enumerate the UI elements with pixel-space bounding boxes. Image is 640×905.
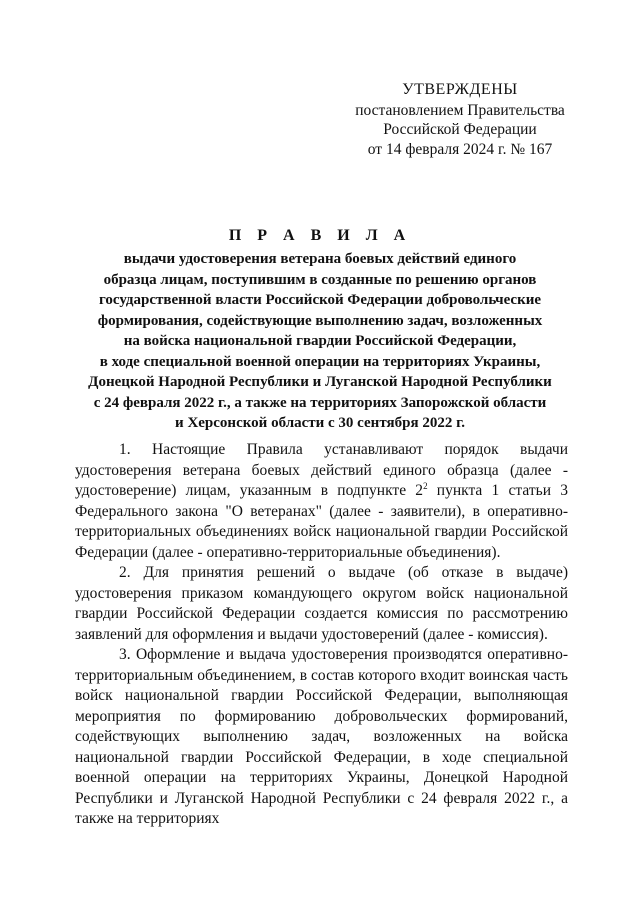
approval-line: от 14 февраля 2024 г. № 167 [367, 140, 553, 158]
subtitle-line: образца лицам, поступившим в созданные по решению органов [103, 271, 537, 288]
document-subtitle [60, 249, 580, 434]
paragraph-3: 3. Оформление и выдача удостоверения производятся оперативно-территориальным объединением, в состав которого входит воинская часть войск национальной гвардии Российской Федерации, выполняющая мероприятия по формированию добровольческих формирований, содействующих выполнению задач, возложенных на войска национальной гвардии Российской Федерации, в ходе специальной военной операции на территориях Украины, Донецкой Народной Республики и Луганской Народной Республики с 24 февраля 2022 г., а также на территориях [75, 646, 568, 827]
subtitle-line: с 24 февраля 2022 г., а также на территориях Запорожской области [93, 394, 547, 411]
document-title: П Р А В И Л А [228, 227, 412, 244]
subtitle-line: Донецкой Народной Республики и Луганской Народной Республики [88, 374, 552, 390]
paragraph-1 [75, 440, 568, 563]
paragraph-2: 2. Для принятия решений о выдаче (об отказе в выдаче) удостоверения приказом командующего округом войск национальной гвардии Российской Федерации создается комиссия по рассмотрению заявлений для оформления и выдачи удостоверений (далее - комиссия). [75, 564, 568, 643]
document-body [75, 440, 568, 830]
paragraph-1-text: 1. Настоящие Правила устанавливают порядок выдачи удостоверения ветерана боевых действий единого образца (далее - удостоверение) лицам, указанным в подпункте 2 [75, 441, 568, 499]
subtitle-line: государственной власти Российской Федерации добровольческие [98, 292, 542, 308]
subtitle-line: на войска национальной гвардии Российской Федерации, [123, 333, 517, 349]
subtitle-line: в ходе специальной военной операции на территориях Украины, [99, 353, 541, 370]
approval-line: Российской Федерации [383, 121, 537, 138]
approval-line: постановлением Правительства [355, 101, 565, 119]
subtitle-line: формирования, содействующие выполнению задач, возложенных [97, 312, 543, 329]
approval-heading: УТВЕРЖДЕНЫ [402, 81, 518, 98]
subtitle-line: выдачи удостоверения ветерана боевых действий единого [123, 251, 517, 267]
paragraph-1-text-cont: пункта 1 статьи 3 Федерального закона "О ветеранах" (далее - заявители), в оперативно-территориальных объединениях войск национальной гвардии Российской Федерации (далее - оперативно-территориальные объединения). [75, 482, 568, 561]
subtitle-line: и Херсонской области с 30 сентября 2022 г. [175, 415, 465, 431]
superscript: 2 [423, 481, 428, 491]
approval-block [340, 80, 580, 159]
